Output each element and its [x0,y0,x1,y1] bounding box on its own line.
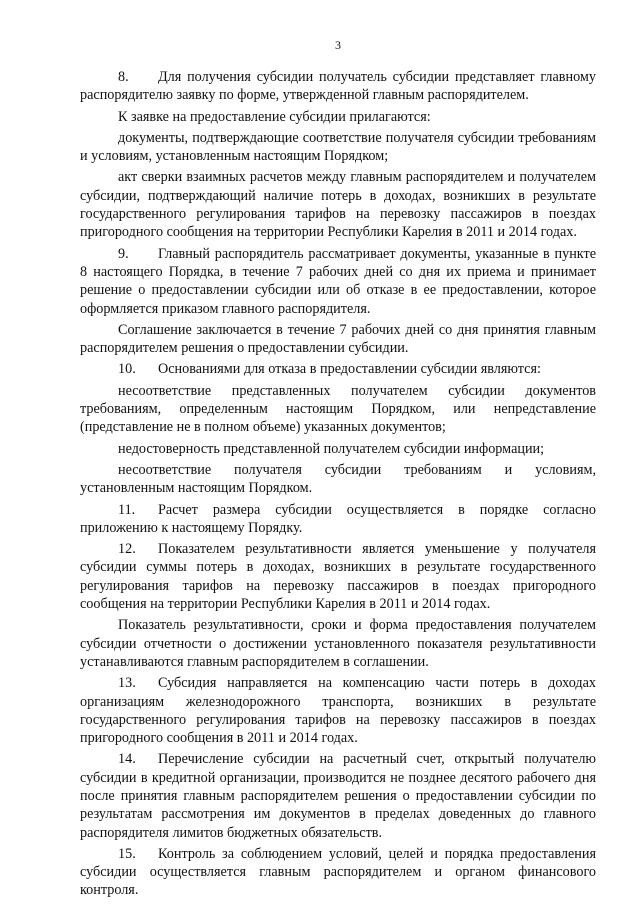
paragraph [80,750,596,841]
paragraph-text: Соглашение заключается в течение 7 рабочих дней со дня принятия главным распорядителем решения о предоставлении субсидии. [80,321,596,357]
paragraph [80,68,596,105]
paragraph-text: Для получения субсидии получатель субсидии представляет главному распорядителю заявку по форме, утвержденной главным распорядителем. [80,69,596,104]
clause-number: 11. [118,501,136,518]
paragraph-text: Субсидия направляется на компенсацию части потерь в доходах организациям железнодорожного транспорта, возникших в результате государственного регулирования тарифов на перевозку пассажиров в поездах пригородного сообщения в 2011 и 2014 годах. [80,675,596,747]
paragraph-text: акт сверки взаимных расчетов между главным распорядителем и получателем субсидии, подтверждающий наличие потерь в доходах, возникших в результате государственного регулирования тарифов на перевозку пассажиров в поездах пригородного сообщения на территории Республики Карелия в 2011 и 2014 годах. [80,169,596,241]
paragraph [80,674,596,747]
paragraph-text: Показатель результативности, сроки и форма предоставления получателем субсидии отчетности о достижении установленного показателя результативности устанавливаются главным распорядителем в соглашении. [80,617,596,670]
document-body [80,68,596,900]
paragraph [80,168,596,241]
paragraph-text: Основаниями для отказа в предоставлении субсидии являются: [158,361,541,378]
paragraph [80,382,596,437]
paragraph [80,321,596,358]
paragraph [80,440,596,458]
clause-number: 9. [118,245,129,262]
paragraph-text: несоответствие получателя субсидии требованиям и условиям, установленным настоящим Порядком. [80,461,596,497]
clause-number: 12. [118,541,136,558]
paragraph-text: несоответствие представленных получателем субсидии документов требованиям, определенным настоящим Порядком, или непредставление (представление не в полном объеме) указанных документов; [80,382,596,436]
paragraph [80,360,596,378]
clause-number: 8. [118,69,129,85]
paragraph-text: Перечисление субсидии на расчетный счет, открытый получателю субсидии в кредитной организации, производится не позднее десятого рабочего дня после принятия главным распорядителем решения о предоставлении субсидии по результатам рассмотрения им документов в пределах доведенных до главного распорядителя лимитов бюджетных обязательств. [80,751,596,841]
clause-number: 14. [118,751,136,768]
paragraph-text: Расчет размера субсидии осуществляется в порядке согласно приложению к настоящему Порядку. [80,501,596,536]
paragraph-text: документы, подтверждающие соответствие получателя субсидии требованиям и условиям, установленным настоящим Порядком; [80,129,596,165]
paragraph [80,616,596,671]
paragraph-text: Главный распорядитель рассматривает документы, указанные в пункте 8 настоящего Порядка, в течение 7 рабочих дней со дня их приема и принимает решение о предоставлении субсидии или об отказе в ее предоставлении, которое оформляется приказом главного распорядителя. [80,245,596,317]
paragraph-text: К заявке на предоставление субсидии прилагаются: [118,108,431,125]
paragraph [80,245,596,318]
paragraph [80,845,596,900]
clause-number: 10. [118,361,136,378]
paragraph-text: Показателем результативности является уменьшение у получателя субсидии суммы потерь в доходах, возникших в результате государственного регулирования тарифов на перевозку пассажиров в поездах пригородного сообщения на территории Республики Карелия в 2011 и 2014 годах. [80,541,596,613]
clause-number: 13. [118,675,136,692]
paragraph-text: Контроль за соблюдением условий, целей и порядка предоставления субсидии осуществляется главным распорядителем и органом финансового контроля. [80,845,596,899]
paragraph [80,108,596,126]
clause-number: 15. [118,845,136,862]
paragraph [80,540,596,613]
page-number: 3 [335,38,341,52]
paragraph [80,501,596,538]
paragraph [80,461,596,498]
paragraph-text: недостоверность представленной получателем субсидии информации; [118,440,545,457]
paragraph [80,129,596,166]
